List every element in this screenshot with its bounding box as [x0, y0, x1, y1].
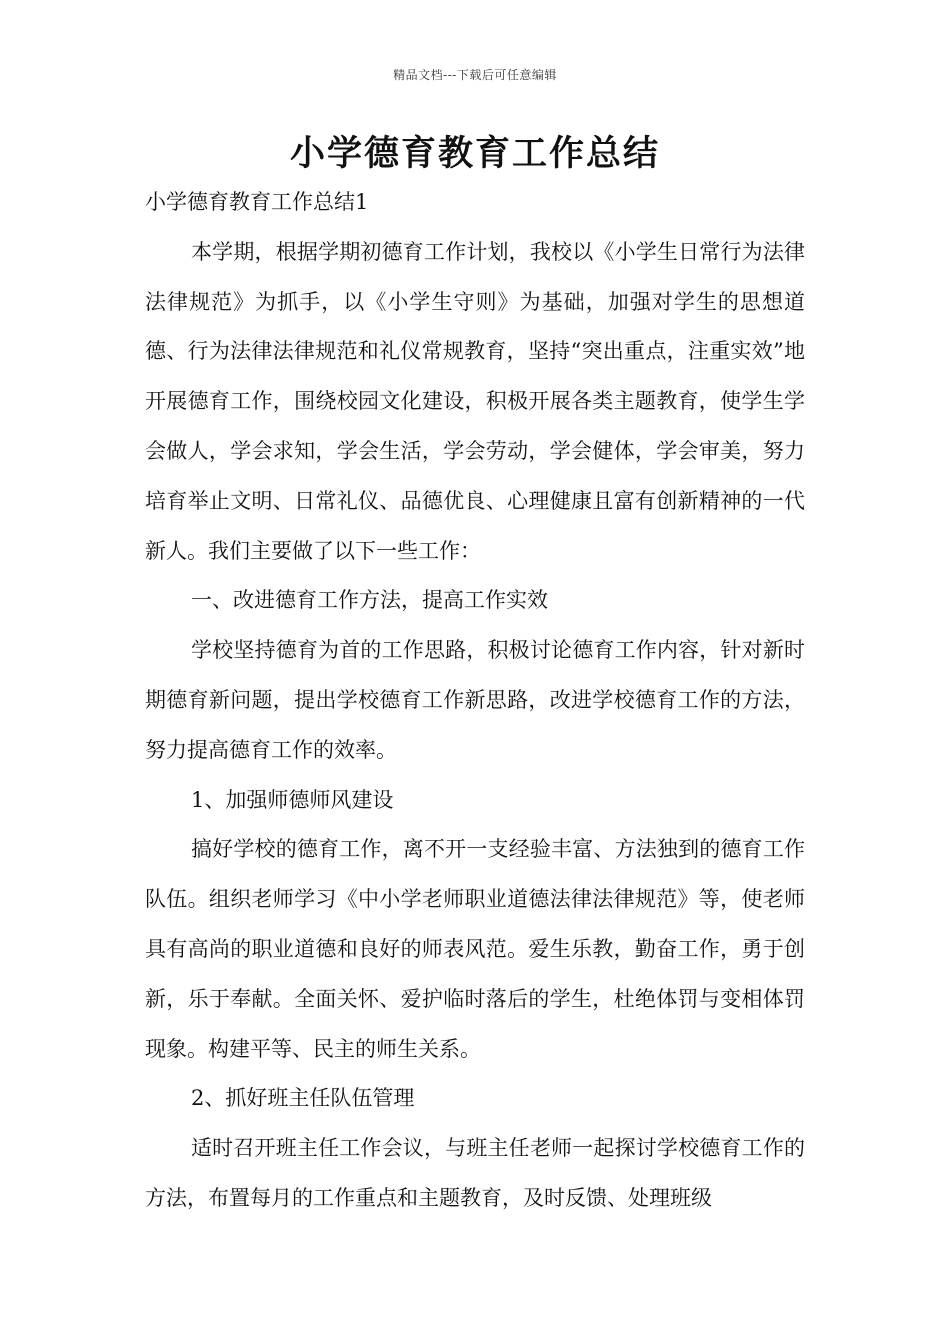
heading-item-1: 1、加强师德师风建设: [191, 787, 394, 812]
header-note: 精品文档---下载后可任意编辑: [393, 68, 557, 82]
paragraph-item-2: 适时召开班主任工作会议，与班主任老师一起探讨学校德育工作的方法，布置每月的工作重点和主题教育，及时反馈、处理班级: [145, 1136, 805, 1210]
paragraph-section-1: 学校坚持德育为首的工作思路，积极讨论德育工作内容，针对新时期德育新问题，提出学校德育工作新思路，改进学校德育工作的方法，努力提高德育工作的效率。: [145, 638, 805, 762]
document-body: [145, 178, 805, 1224]
section-subtitle: 小学德育教育工作总结1: [145, 190, 369, 214]
paragraph-intro: 本学期，根据学期初德育工作计划，我校以《小学生日常行为法律法律规范》为抓手，以《小学生守则》为基础，加强对学生的思想道德、行为法律法律规范和礼仪常规教育，坚持“突出重点，注重实效”地开展德育工作，围绕校园文化建设，积极开展各类主题教育，使学生学会做人，学会求知，学会生活，学会劳动，学会健体，学会审美，努力培育举止文明、日常礼仪、品德优良、心理健康且富有创新精神的一代新人。我们主要做了以下一些工作：: [145, 239, 805, 563]
document-title: 小学德育教育工作总结: [289, 133, 660, 174]
paragraph-item-1: 搞好学校的德育工作，离不开一支经验丰富、方法独到的德育工作队伍。组织老师学习《中小学老师职业道德法律法律规范》等，使老师具有高尚的职业道德和良好的师表风范。爱生乐教，勤奋工作，勇于创新，乐于奉献。全面关怀、爱护临时落后的学生，杜绝体罚与变相体罚现象。构建平等、民主的师生关系。: [145, 837, 805, 1061]
heading-section-1: 一、改进德育工作方法，提高工作实效: [191, 588, 548, 613]
heading-item-2: 2、抓好班主任队伍管理: [191, 1086, 415, 1111]
